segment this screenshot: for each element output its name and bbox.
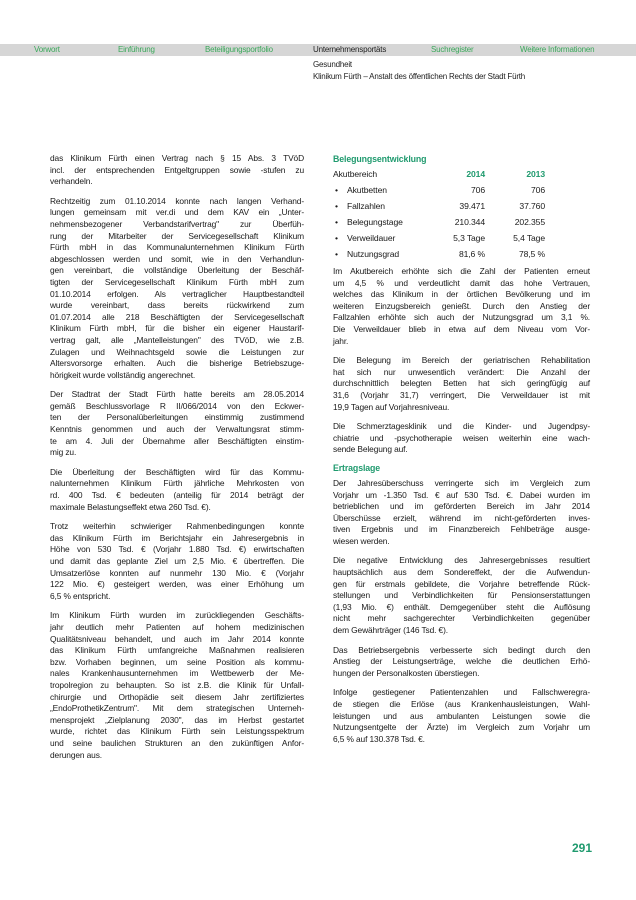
paragraph bbox=[50, 153, 304, 188]
bullet-icon: • bbox=[335, 201, 338, 211]
nav-einfuehrung[interactable]: Einführung bbox=[118, 45, 155, 54]
text-line: dem Gewährträger (146 Tsd. €). bbox=[333, 625, 448, 636]
paragraph bbox=[50, 610, 304, 761]
text-line: das Klinikum Fürth im Berichtsjahr ein Jahresergebnis in bbox=[50, 532, 304, 543]
text-line: rd. 400 Tsd. € bedeuten (anteilig für 2014 beträgt der bbox=[50, 490, 304, 501]
text-line: Im Klinikum Fürth wurden im zurückliegenden Geschäfts- bbox=[50, 610, 304, 621]
text-line: und seine baulichen Strukturen an den zukünftigen Anfor- bbox=[50, 737, 304, 748]
text-line: rung der Mitarbeiter der Servicegesellschaft Klinikum bbox=[50, 230, 304, 241]
text-line: welches das Klinikum in der örtlichen Bevölkerung und im bbox=[333, 289, 590, 300]
text-line: stellungen und Verbindlichkeiten für Pensionserstattungen bbox=[333, 590, 590, 601]
text-line: Umsatzerlöse konnten auf nunmehr 130 Mio. € (Vorjahr bbox=[50, 567, 304, 578]
text-line: Zulagen und Weihnachtsgeld sowie die Leistungen zur bbox=[50, 346, 304, 357]
text-line: derungen aus. bbox=[50, 749, 102, 760]
text-line: Fürth mbH in das Kommunalunternehmen Klinikum Fürth bbox=[50, 242, 304, 253]
section-category: Gesundheit bbox=[313, 60, 352, 69]
left-paragraphs bbox=[50, 153, 304, 761]
text-line: Anstieg der Leistungserträge, welche die deutlichen Erhö- bbox=[333, 656, 590, 667]
text-line: hörigkeit wurde vollständig angerechnet. bbox=[50, 369, 196, 380]
text-line: weiteren Einzugsbereich genießt. Durch den Anstieg der bbox=[333, 300, 590, 311]
text-line: gen vereinbart, die vollständige Überleitung der Beschäf- bbox=[50, 265, 304, 276]
bullet-icon: • bbox=[335, 233, 338, 243]
paragraph bbox=[333, 421, 590, 456]
ertrag-paragraphs bbox=[333, 478, 590, 745]
year-2013-header: 2013 bbox=[526, 169, 545, 179]
text-line: de stiegen die Erlöse (aus Krankenhausleistungen, Wahl- bbox=[333, 699, 590, 709]
bullet-icon: • bbox=[335, 185, 338, 195]
text-line: sende Belegung auf. bbox=[333, 444, 408, 455]
text-line: 01.10.2014 erfolgen. Als vertraglicher Hauptbestandteil bbox=[50, 288, 304, 299]
text-line: incl. der entsprechenden Entgeltgruppen sowie -stufen zu bbox=[50, 164, 304, 175]
text-line: Kenntnis genommen und auch der Verwaltungsrat stimm- bbox=[50, 424, 304, 435]
table-label: Akutbereich bbox=[333, 169, 378, 179]
text-line: nehmensbezogener Verbandstarifvertrag" zur Überfüh- bbox=[50, 218, 304, 229]
paragraph bbox=[333, 555, 590, 636]
table-row bbox=[333, 198, 590, 214]
paragraph bbox=[333, 478, 590, 548]
value-2013: 37.760 bbox=[519, 201, 545, 211]
value-2014: 81,6 % bbox=[458, 249, 485, 259]
text-line: Überschüsse erzielt, während im nicht-geförderten inves- bbox=[333, 512, 590, 523]
text-line: Trotz weiterhin schwieriger Rahmenbedingungen konnte bbox=[50, 521, 304, 532]
value-2013: 78,5 % bbox=[518, 249, 545, 259]
text-line: Der Stadtrat der Stadt Fürth hatte bereits am 28.05.2014 bbox=[50, 389, 304, 400]
row-label: Fallzahlen bbox=[347, 201, 385, 211]
text-line: jahr deutlich mehr Patienten auf hohem medizinischen bbox=[50, 621, 304, 632]
paragraph bbox=[333, 355, 590, 413]
text-line: wiesen werden. bbox=[333, 535, 390, 546]
text-line: Qualitätsniveau behandelt, und auch im Jahr 2014 konnte bbox=[50, 633, 304, 644]
text-line: wurde vereinbart, dass bereits rückwirkend zum bbox=[50, 300, 304, 311]
ertrag-heading: Ertragslage bbox=[333, 462, 381, 473]
belegung-heading: Belegungsentwicklung bbox=[333, 154, 427, 164]
text-line: hauptsächlich aus dem Sondereffekt, der die Aufwendun- bbox=[333, 567, 590, 578]
table-header-row bbox=[333, 166, 590, 182]
nav-suchregister[interactable]: Suchregister bbox=[431, 45, 474, 54]
row-label: Belegungstage bbox=[347, 217, 403, 227]
text-line: nicht mehr sachgerechter Verbindlichkeiten gegenüber bbox=[333, 613, 590, 624]
text-line: vertrag galt, alle „Mantelleistungen" des TVöD, wie z.B. bbox=[50, 334, 304, 345]
text-line: mig zu. bbox=[50, 447, 77, 458]
text-line: Die Schmerztagesklinik und die Kinder- und Jugendpsy- bbox=[333, 421, 590, 432]
text-line: Höhe von 530 Tsd. € (Vorjahr 1.880 Tsd. €) erwirtschaften bbox=[50, 544, 304, 555]
text-line: Fallzahlen erhöhte sich auch der Nutzungsgrad um 3,1 %. bbox=[333, 312, 590, 323]
text-line: gemäß Beschlussvorlage R II/066/2014 von den Eckwer- bbox=[50, 400, 304, 411]
text-line: 6,5 % auf 130.378 Tsd. €. bbox=[333, 733, 425, 744]
text-line: Nutzungsentgelte der Ärzte) im Vergleich zum Vorjahr um bbox=[333, 722, 590, 733]
text-line: 6,5 % entspricht. bbox=[50, 590, 111, 601]
text-line: Die Überleitung der Beschäftigten wird für das Kommu- bbox=[50, 466, 304, 477]
text-line: gen für erstmals gebildete, die Vorjahre betreffende Rück- bbox=[333, 578, 590, 589]
text-line: 122 Mio. €) gesteigert werden, was einer Erhöhung um bbox=[50, 579, 304, 590]
text-line: wurde, richtet das Klinikum Fürth sein Leistungsspektrum bbox=[50, 726, 304, 737]
value-2013: 706 bbox=[531, 185, 545, 195]
text-line: tigten der Servicegesellschaft Klinikum Fürth mbH zum bbox=[50, 276, 304, 287]
text-line: lungen gemeinsam mit ver.di und dem KAV ein „Unter- bbox=[50, 207, 304, 218]
value-2014: 706 bbox=[471, 185, 485, 195]
text-line: Altersvorsorge erhalten. Auch die bisherige Betriebszuge- bbox=[50, 358, 304, 369]
table-row bbox=[333, 214, 590, 230]
text-line: leistungen und aus ambulanten Leistungen sowie die bbox=[333, 710, 590, 721]
text-line: durchschnittlich belegten Betten hat sich geringfügig auf bbox=[333, 378, 590, 389]
table-row bbox=[333, 230, 590, 246]
text-line: 31,6 (Vorjahr 31,7) verringert, Die Verweildauer ist mit bbox=[333, 389, 590, 400]
text-line: hungen der Personalkosten überstiegen. bbox=[333, 667, 480, 678]
nav-beteiligungsportfolio[interactable]: Beteiligungsportfolio bbox=[205, 45, 273, 54]
text-line: nalunternehmen Klinikum Fürth jährliche Mehrkosten von bbox=[50, 478, 304, 489]
text-line: 01.07.2014 alle 218 Beschäftigten der Servicegesellschaft bbox=[50, 311, 304, 322]
text-line: Klinikum Fürth mbH, für die bisher ein eigener Haustarif- bbox=[50, 323, 304, 334]
table-row bbox=[333, 246, 590, 262]
text-line: hat sich nur unwesentlich verändert: Die Anzahl der bbox=[333, 366, 590, 377]
left-column bbox=[50, 153, 304, 769]
text-line: nales Krankenhausunternehmen im Wettbewerb der Me- bbox=[50, 668, 304, 679]
company-title: Klinikum Fürth – Anstalt des öffentlichen Rechts der Stadt Fürth bbox=[313, 72, 526, 81]
paragraph bbox=[50, 196, 304, 382]
value-2013: 202.355 bbox=[514, 217, 545, 227]
text-line: jahr. bbox=[333, 335, 349, 346]
page-number: 291 bbox=[572, 841, 593, 855]
text-line: tiven Ergebnis und im Finanzbereich Fehlbeträge ausge- bbox=[333, 524, 590, 535]
text-line: Die negative Entwicklung des Jahresergebnisses resultiert bbox=[333, 555, 590, 566]
table-row bbox=[333, 182, 590, 198]
paragraph bbox=[50, 521, 304, 602]
belegung-table bbox=[333, 166, 590, 262]
text-line: (1,93 Mio. €) enthält. Demgegenüber steht die Auflösung bbox=[333, 601, 590, 612]
text-line: Der Jahresüberschuss verringerte sich im Vergleich zum bbox=[333, 477, 590, 488]
value-2014: 210.344 bbox=[454, 217, 485, 227]
text-line: mensprojekt „Zielplanung 2030", das im Herbst gestartet bbox=[50, 714, 304, 725]
text-line: und damit das geplante Ziel um 2,5 Mio. € übertreffen. Die bbox=[50, 556, 304, 566]
text-line: maximale Belastungseffekt etwa 260 Tsd. €). bbox=[50, 501, 211, 512]
value-2014: 5,3 Tage bbox=[453, 233, 485, 243]
text-line: Die Verweildauer blieb in etwa auf dem Niveau vom Vor- bbox=[333, 323, 590, 334]
nav-unternehmensportraets[interactable]: Unternehmensportäts bbox=[313, 45, 387, 54]
row-label: Verweildauer bbox=[347, 233, 396, 243]
text-line: Das Betriebsergebnis verbesserte sich bedingt durch den bbox=[333, 644, 590, 655]
text-line: das Klinikum Fürth umfangreiche Maßnahmen realisieren bbox=[50, 645, 304, 656]
text-line: Infolge gestiegener Patientenzahlen und Fallschweregra- bbox=[333, 687, 590, 698]
text-line: 19,9 Tagen auf Vorjahresniveau. bbox=[333, 401, 450, 412]
text-line: um 4,5 % und verdeutlicht damit das hohe Vertrauen, bbox=[333, 277, 590, 288]
text-line: „EndoProthetikZentrum". Mit dem strategischen Unterneh- bbox=[50, 703, 304, 714]
text-line: das Klinikum Fürth einen Vertrag nach § 15 Abs. 3 TVöD bbox=[50, 153, 304, 163]
paragraph bbox=[333, 687, 590, 745]
text-line: te am 4. Juli der Übernahme aller Beschäftigten einstim- bbox=[50, 435, 304, 446]
row-label: Nutzungsgrad bbox=[347, 249, 400, 259]
bullet-icon: • bbox=[335, 217, 338, 227]
text-line: Im Akutbereich erhöhte sich die Zahl der Patienten erneut bbox=[333, 266, 590, 276]
text-line: chirurgie und Orthopädie seit diesem Jahr zertifiziertes bbox=[50, 691, 304, 702]
value-2014: 39.471 bbox=[459, 201, 485, 211]
text-line: chiatrie und -psychotherapie weisen weiterhin eine wach- bbox=[333, 432, 590, 443]
right-column bbox=[333, 152, 590, 753]
text-line: tropolregion zu behaupten. So ist z.B. die Klinik für Unfall- bbox=[50, 679, 304, 690]
text-line: Rechtzeitig zum 01.10.2014 konnte nach langen Verhand- bbox=[50, 195, 304, 206]
year-2014-header: 2014 bbox=[466, 169, 485, 179]
text-line: abgeschlossen werden und somit, wie in den Verhandlun- bbox=[50, 253, 304, 264]
paragraph bbox=[50, 467, 304, 513]
row-label: Akutbetten bbox=[347, 185, 387, 195]
text-line: ten der Personalüberleitungen einstimmig zustimmend bbox=[50, 412, 304, 423]
bullet-icon: • bbox=[335, 249, 338, 259]
text-line: bzw. Vorhaben beginnen, um seine Position als kommu- bbox=[50, 656, 304, 667]
text-line: Vorjahr um -1.350 Tsd. € auf 530 Tsd. €. Dabei wurden im bbox=[333, 489, 590, 500]
text-line: Die Belegung im Bereich der geriatrischen Rehabilitation bbox=[333, 355, 590, 366]
text-line: verhandeln. bbox=[50, 176, 93, 187]
paragraph bbox=[50, 389, 304, 459]
paragraph bbox=[333, 266, 590, 347]
nav-vorwort[interactable]: Vorwort bbox=[34, 45, 60, 54]
text-line: betrieblichen und im geförderten Bereich im Jahr 2014 bbox=[333, 501, 590, 512]
value-2013: 5,4 Tage bbox=[513, 233, 545, 243]
belegung-paragraphs bbox=[333, 266, 590, 456]
nav-weitere-informationen[interactable]: Weitere Informationen bbox=[520, 45, 595, 54]
paragraph bbox=[333, 645, 590, 680]
